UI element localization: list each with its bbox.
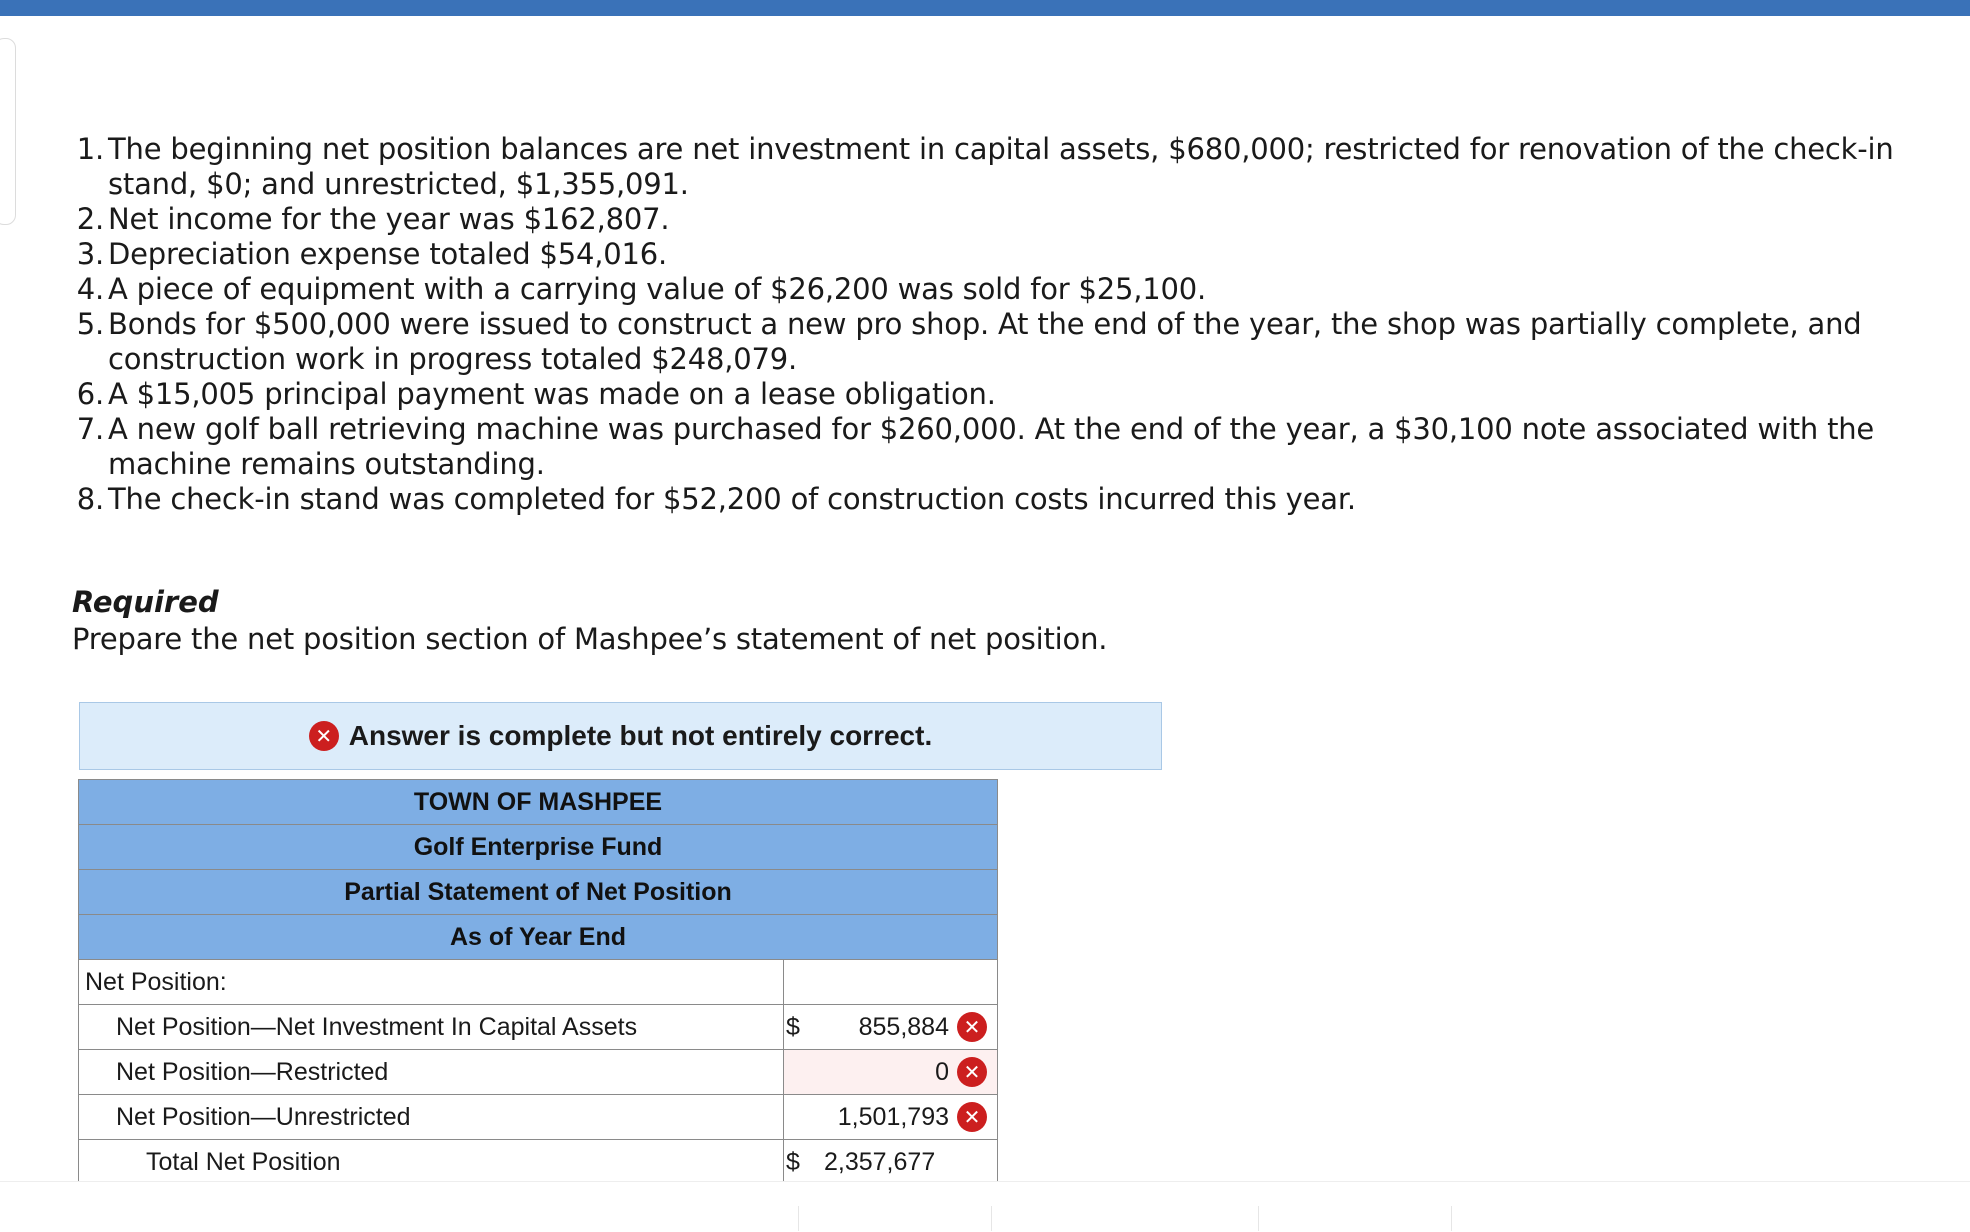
list-item: 1. The beginning net position balances are net investment in capital assets, $680,000; restricted for renovation of the check-in stand, $0; and unrestricted, $1,355,091. (76, 132, 1894, 201)
incorrect-x-icon: ✕ (957, 1102, 987, 1132)
list-item: 5. Bonds for $500,000 were issued to construct a new pro shop. At the end of the year, the shop was partially complete, and construction work in progress totaled $248,079. (76, 307, 1862, 376)
page-bottom-strip (0, 1181, 1970, 1232)
amount-input-cell[interactable] (784, 1005, 998, 1050)
table-row (79, 960, 998, 1005)
statement-header-row (79, 870, 998, 915)
total-value: 2,357,677 (824, 1147, 936, 1176)
divider (1258, 1206, 1259, 1231)
list-item: 7. A new golf ball retrieving machine was purchased for $260,000. At the end of the year, a $30,100 note associated with the machine remains outstanding. (76, 412, 1875, 481)
amount-input-cell[interactable] (784, 1095, 998, 1140)
feedback-message: Answer is complete but not entirely correct. (348, 720, 933, 751)
divider (991, 1206, 992, 1231)
dollar-sign: $ (786, 1012, 800, 1041)
entity-name: TOWN OF MASHPEE (79, 780, 998, 825)
section-label: Net Position: (79, 960, 784, 1005)
statement-date: As of Year End (79, 915, 998, 960)
statement-title: Partial Statement of Net Position (79, 870, 998, 915)
fund-name: Golf Enterprise Fund (79, 825, 998, 870)
total-label: Total Net Position (79, 1140, 784, 1185)
top-accent-bar (0, 0, 1970, 16)
list-item: 3. Depreciation expense totaled $54,016. (76, 237, 668, 271)
list-item: 6. A $15,005 principal payment was made on a lease obligation. (76, 377, 996, 411)
answer-feedback-banner (79, 702, 1162, 770)
table-row (79, 1095, 998, 1140)
incorrect-x-icon: ✕ (309, 721, 339, 751)
amount-value[interactable]: 1,501,793 (837, 1102, 949, 1131)
amount-input-cell[interactable] (784, 1050, 998, 1095)
required-heading: Required (72, 585, 219, 619)
row-label: Net Position—Net Investment In Capital Assets (79, 1005, 784, 1050)
table-row (79, 1050, 998, 1095)
statement-header-row (79, 915, 998, 960)
incorrect-x-icon: ✕ (957, 1057, 987, 1087)
incorrect-x-icon: ✕ (957, 1012, 987, 1042)
list-item: 4. A piece of equipment with a carrying value of $26,200 was sold for $25,100. (76, 272, 1207, 306)
facts-list (70, 132, 1950, 517)
table-row (79, 1005, 998, 1050)
row-label: Net Position—Unrestricted (79, 1095, 784, 1140)
net-position-statement (78, 779, 998, 1185)
total-amount-cell (784, 1140, 998, 1185)
required-instructions: Prepare the net position section of Mashpee’s statement of net position. (72, 622, 1108, 656)
amount-value[interactable]: 855,884 (858, 1012, 949, 1041)
statement-header-row (79, 825, 998, 870)
table-row (79, 1140, 998, 1185)
side-panel-tab[interactable] (0, 38, 16, 225)
row-label: Net Position—Restricted (79, 1050, 784, 1095)
empty-amount-cell (784, 960, 998, 1005)
list-item: 8. The check-in stand was completed for $52,200 of construction costs incurred this year. (76, 482, 1356, 516)
divider (1451, 1206, 1452, 1231)
list-item: 2. Net income for the year was $162,807. (76, 202, 670, 236)
divider (798, 1206, 799, 1231)
amount-value[interactable]: 0 (935, 1057, 949, 1086)
dollar-sign: $ (786, 1147, 800, 1176)
statement-header-row (79, 780, 998, 825)
